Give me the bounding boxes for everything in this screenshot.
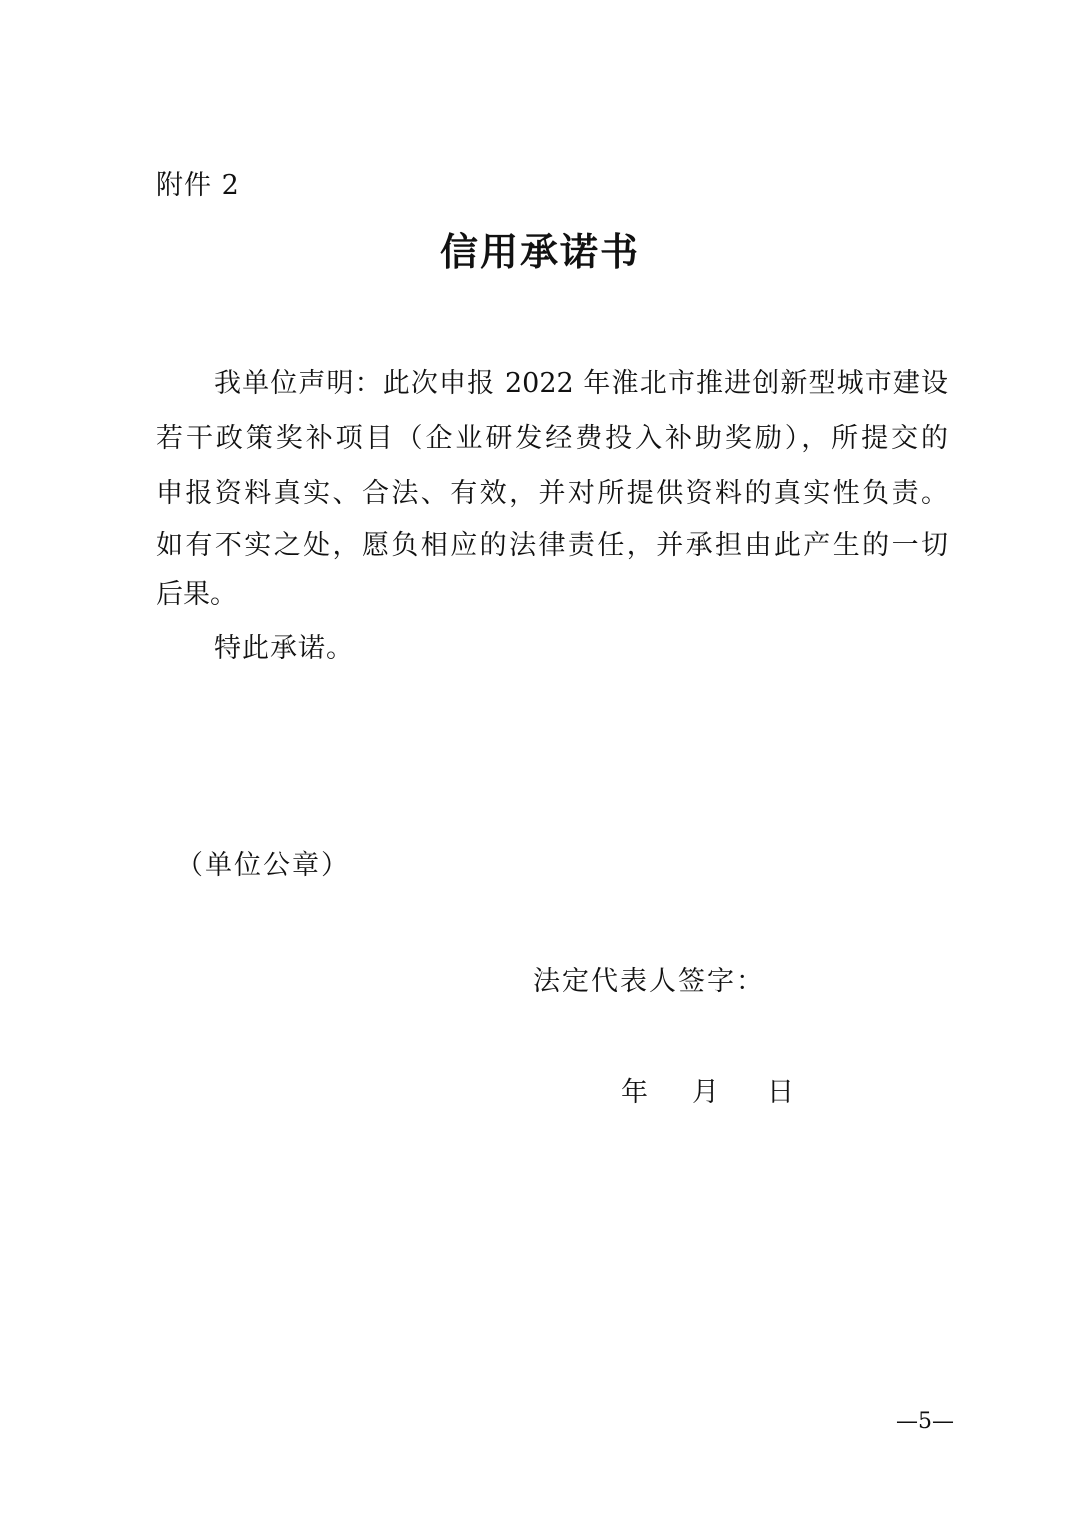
paragraph-line: 后果。	[156, 579, 237, 610]
paragraph-line: 若干政策奖补项目（企业研发经费投入补助奖励），所提交的	[156, 423, 948, 454]
attachment-label: 附件 2	[156, 170, 240, 201]
paragraph-line: 申报资料真实、合法、有效，并对所提供资料的真实性负责。	[156, 478, 948, 509]
date-month-label: 月	[692, 1077, 719, 1108]
page-number: —5—	[896, 1409, 954, 1434]
paragraph-line: 我单位声明：此次申报 2022 年淮北市推进创新型城市建设	[214, 368, 948, 399]
seal-label: （单位公章）	[176, 850, 350, 881]
closing-statement: 特此承诺。	[214, 633, 354, 664]
paragraph-line: 如有不实之处，愿负相应的法律责任，并承担由此产生的一切	[156, 530, 948, 561]
document-title: 信用承诺书	[439, 229, 640, 274]
date-year-label: 年	[621, 1077, 648, 1108]
signature-label: 法定代表人签字：	[533, 966, 765, 997]
date-day-label: 日	[767, 1077, 794, 1108]
